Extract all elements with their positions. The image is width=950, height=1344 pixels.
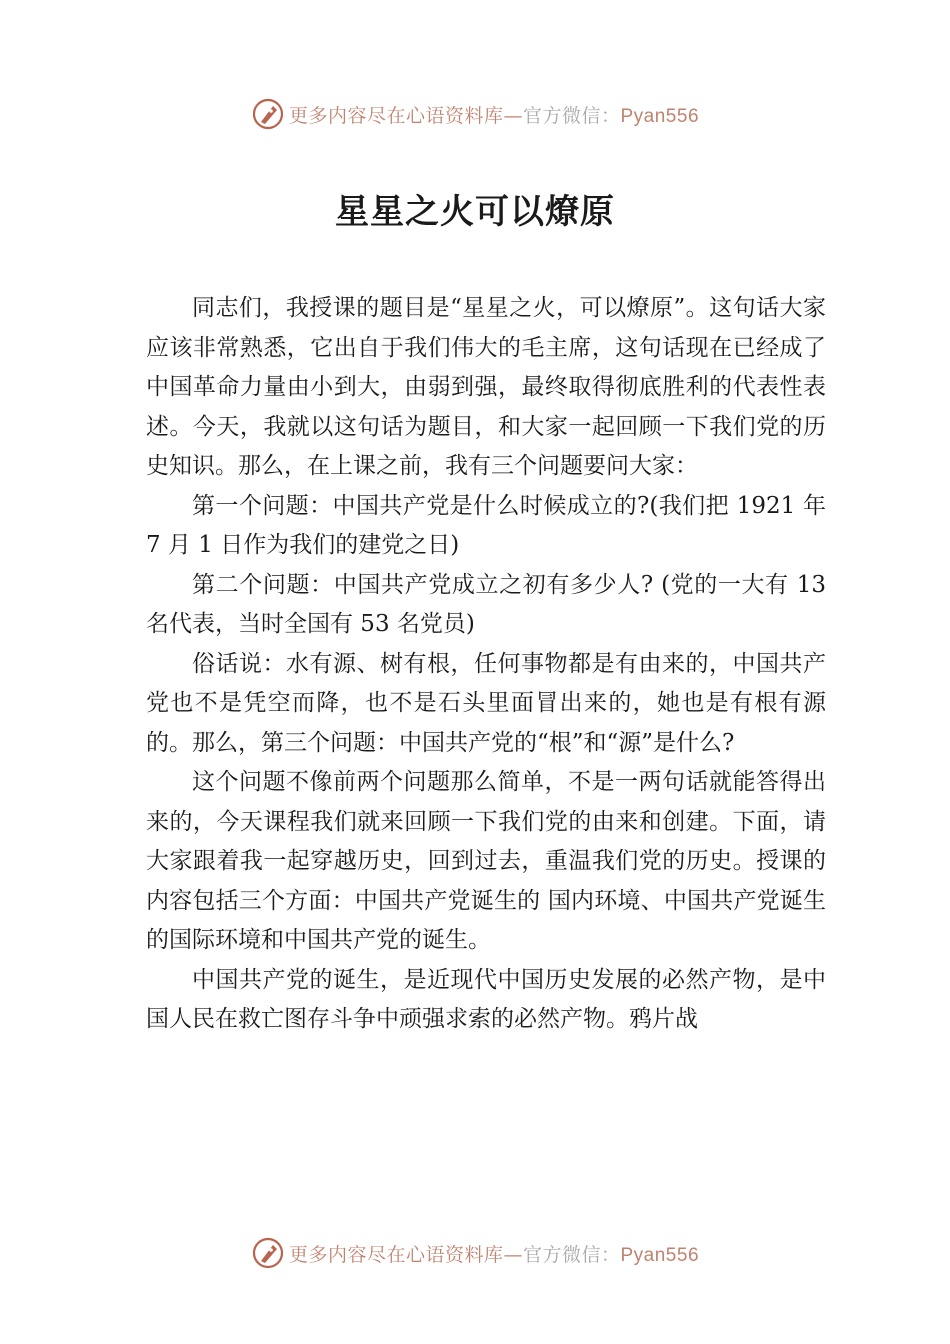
banner-wechat-id: Pyan556	[620, 1244, 700, 1266]
document-title: 星星之火可以燎原	[335, 192, 615, 232]
paragraph: 第一个问题：中国共产党是什么时候成立的?(我们把 1921 年 7 月 1 日作为我们的建党之日)	[146, 492, 826, 558]
pen-nib-logo-icon	[251, 97, 285, 131]
paragraph: 中国共产党的诞生，是近现代中国历史发展的必然产物，是中国人民在救亡图存斗争中顽强求索的必然产物。鸦片战	[146, 966, 826, 1032]
banner-text	[289, 101, 699, 128]
paragraph: 这个问题不像前两个问题那么简单，不是一两句话就能答得出来的，今天课程我们就来回顾一下我们党的由来和创建。下面，请大家跟着我一起穿越历史，回到过去，重温我们党的历史。授课的内容包括三个方面：中国共产党诞生的 国内环境、中国共产党诞生的国际环境和中国共产党的诞生。	[146, 769, 826, 953]
footer-banner	[0, 1233, 950, 1273]
banner-prefix: 更多内容尽在心语资料库—	[288, 1243, 523, 1266]
pen-nib-logo-icon	[251, 1236, 285, 1270]
banner-wechat-label: 官方微信：	[522, 104, 621, 127]
header-banner	[0, 94, 950, 134]
banner-wechat-label: 官方微信：	[522, 1243, 621, 1266]
banner-wechat-id: Pyan556	[620, 105, 700, 127]
banner-text	[289, 1240, 699, 1267]
banner-prefix: 更多内容尽在心语资料库—	[288, 104, 523, 127]
paragraph: 俗话说：水有源、树有根，任何事物都是有由来的，中国共产党也不是凭空而降，也不是石头里面冒出来的，她也是有根有源的。那么，第三个问题：中国共产党的“根”和“源”是什么?	[146, 650, 826, 756]
paragraph: 同志们，我授课的题目是“星星之火，可以燎原”。这句话大家应该非常熟悉，它出自于我们伟大的毛主席，这句话现在已经成了中国革命力量由小到大，由弱到强，最终取得彻底胜利的代表性表述。今天，我就以这句话为题目，和大家一起回顾一下我们党的历史知识。那么，在上课之前，我有三个问题要问大家：	[146, 295, 826, 479]
document-body	[146, 289, 826, 1040]
paragraph: 第二个问题：中国共产党成立之初有多少人? (党的一大有 13 名代表，当时全国有 53 名党员)	[146, 571, 826, 637]
